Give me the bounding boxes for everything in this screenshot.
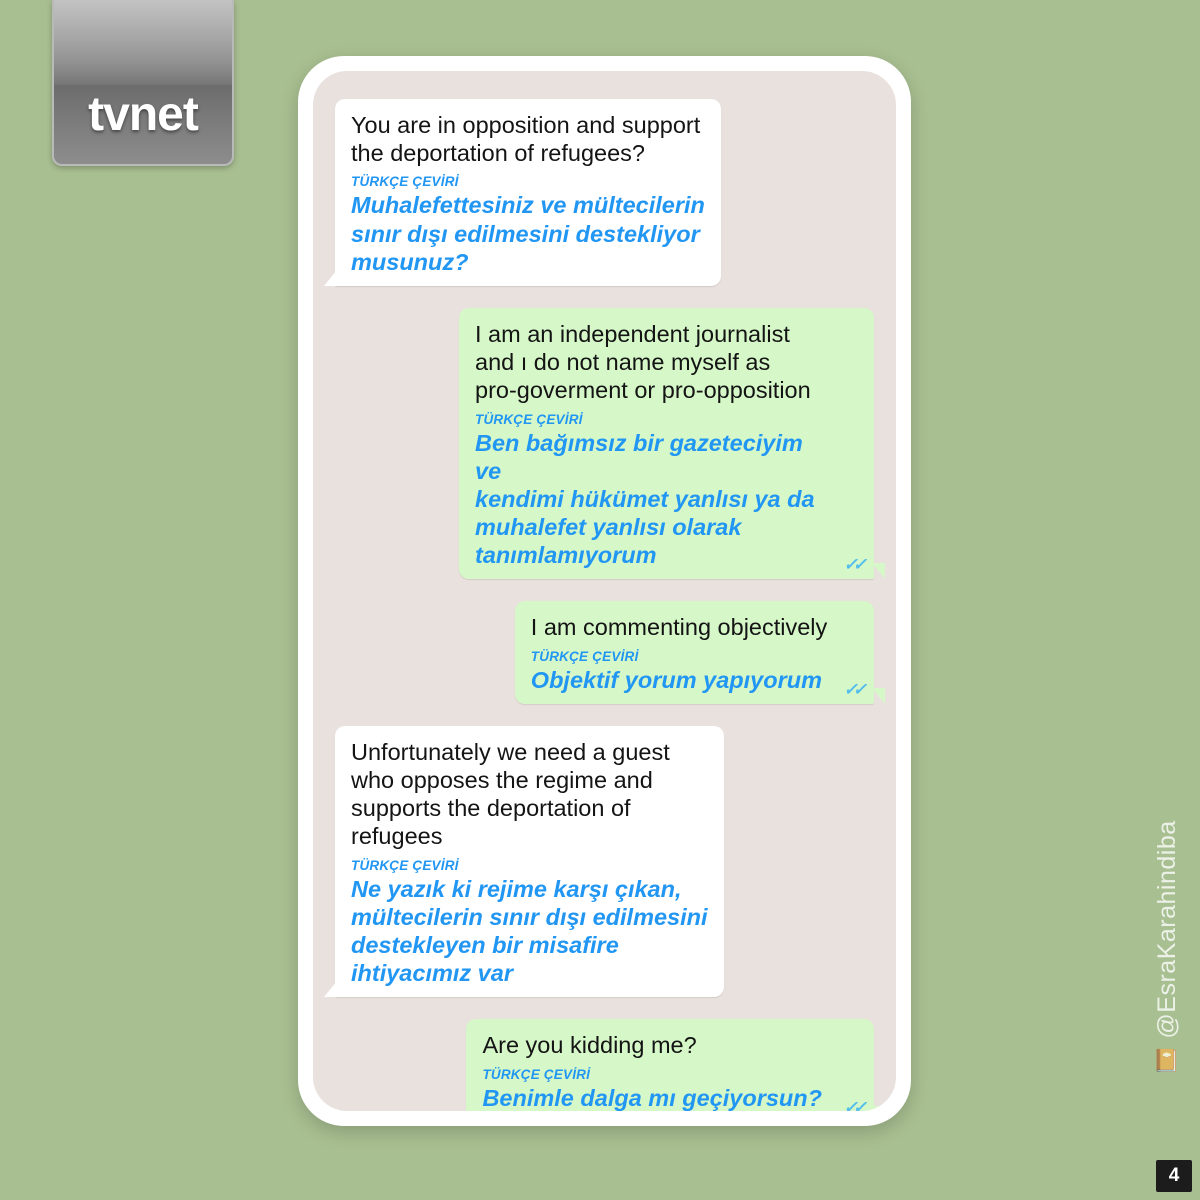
book-icon: 📔 [1155,1048,1181,1076]
read-receipt-icon: ✓✓ [843,679,862,699]
message-text-tr: Benimle dalga mı geçiyorsun? [482,1084,822,1111]
message-text-tr: Muhalefettesiniz ve mültecilerin sınır dışı edilmesini destekliyor musunuz? [351,192,705,275]
message-row [335,308,874,580]
message-text-tr: Ne yazık ki rejime karşı çıkan, mültecilerin sınır dışı edilmesini destekleyen bir misafire ihtiyacımız var [351,875,708,987]
message-text-en: Unfortunately we need a guest who opposes the regime and supports the deportation of refugees [351,738,670,850]
message-text-tr: Objektif yorum yapıyorum [530,666,822,693]
message-text-en: I am commenting objectively [530,614,828,641]
incoming-message-bubble[interactable] [335,99,721,286]
translation-label: TÜRKÇE ÇEVİRİ [351,857,459,873]
translation-label: TÜRKÇE ÇEVİRİ [351,174,459,190]
logo-gloss [54,0,232,85]
read-receipt-icon: ✓✓ [843,1097,862,1111]
message-row [335,601,874,703]
translation-label: TÜRKÇE ÇEVİRİ [530,648,639,664]
message-text-tr: Ben bağımsız bir gazeteciyim ve kendimi hükümet yanlısı ya da muhalefet yanlısı olarak tanımlamıyorum [475,429,815,569]
outgoing-message-bubble[interactable] [459,308,874,580]
page-number-badge: 4 [1156,1160,1192,1192]
message-list [335,99,874,1111]
chat-screen [313,71,896,1111]
logo-text: tvnet [88,88,198,141]
message-row [335,99,874,286]
translation-label: TÜRKÇE ÇEVİRİ [475,411,583,427]
message-text-en: You are in opposition and support the deportation of refugees? [351,112,701,167]
read-receipt-icon: ✓✓ [843,555,862,575]
outgoing-message-bubble[interactable] [466,1019,874,1111]
phone-mockup [298,56,911,1126]
watermark-handle: @EsraKarahindiba [1153,820,1181,1039]
tvnet-logo [52,0,234,166]
message-text-en: Are you kidding me? [482,1032,697,1059]
incoming-message-bubble[interactable] [335,726,724,998]
outgoing-message-bubble[interactable] [515,601,874,703]
message-text-en: I am an independent journalist and ı do not name myself as pro-goverment or pro-opposition [475,320,811,404]
translation-label: TÜRKÇE ÇEVİRİ [482,1066,591,1082]
watermark [1153,820,1182,1076]
message-row [335,1019,874,1111]
message-row [335,726,874,998]
